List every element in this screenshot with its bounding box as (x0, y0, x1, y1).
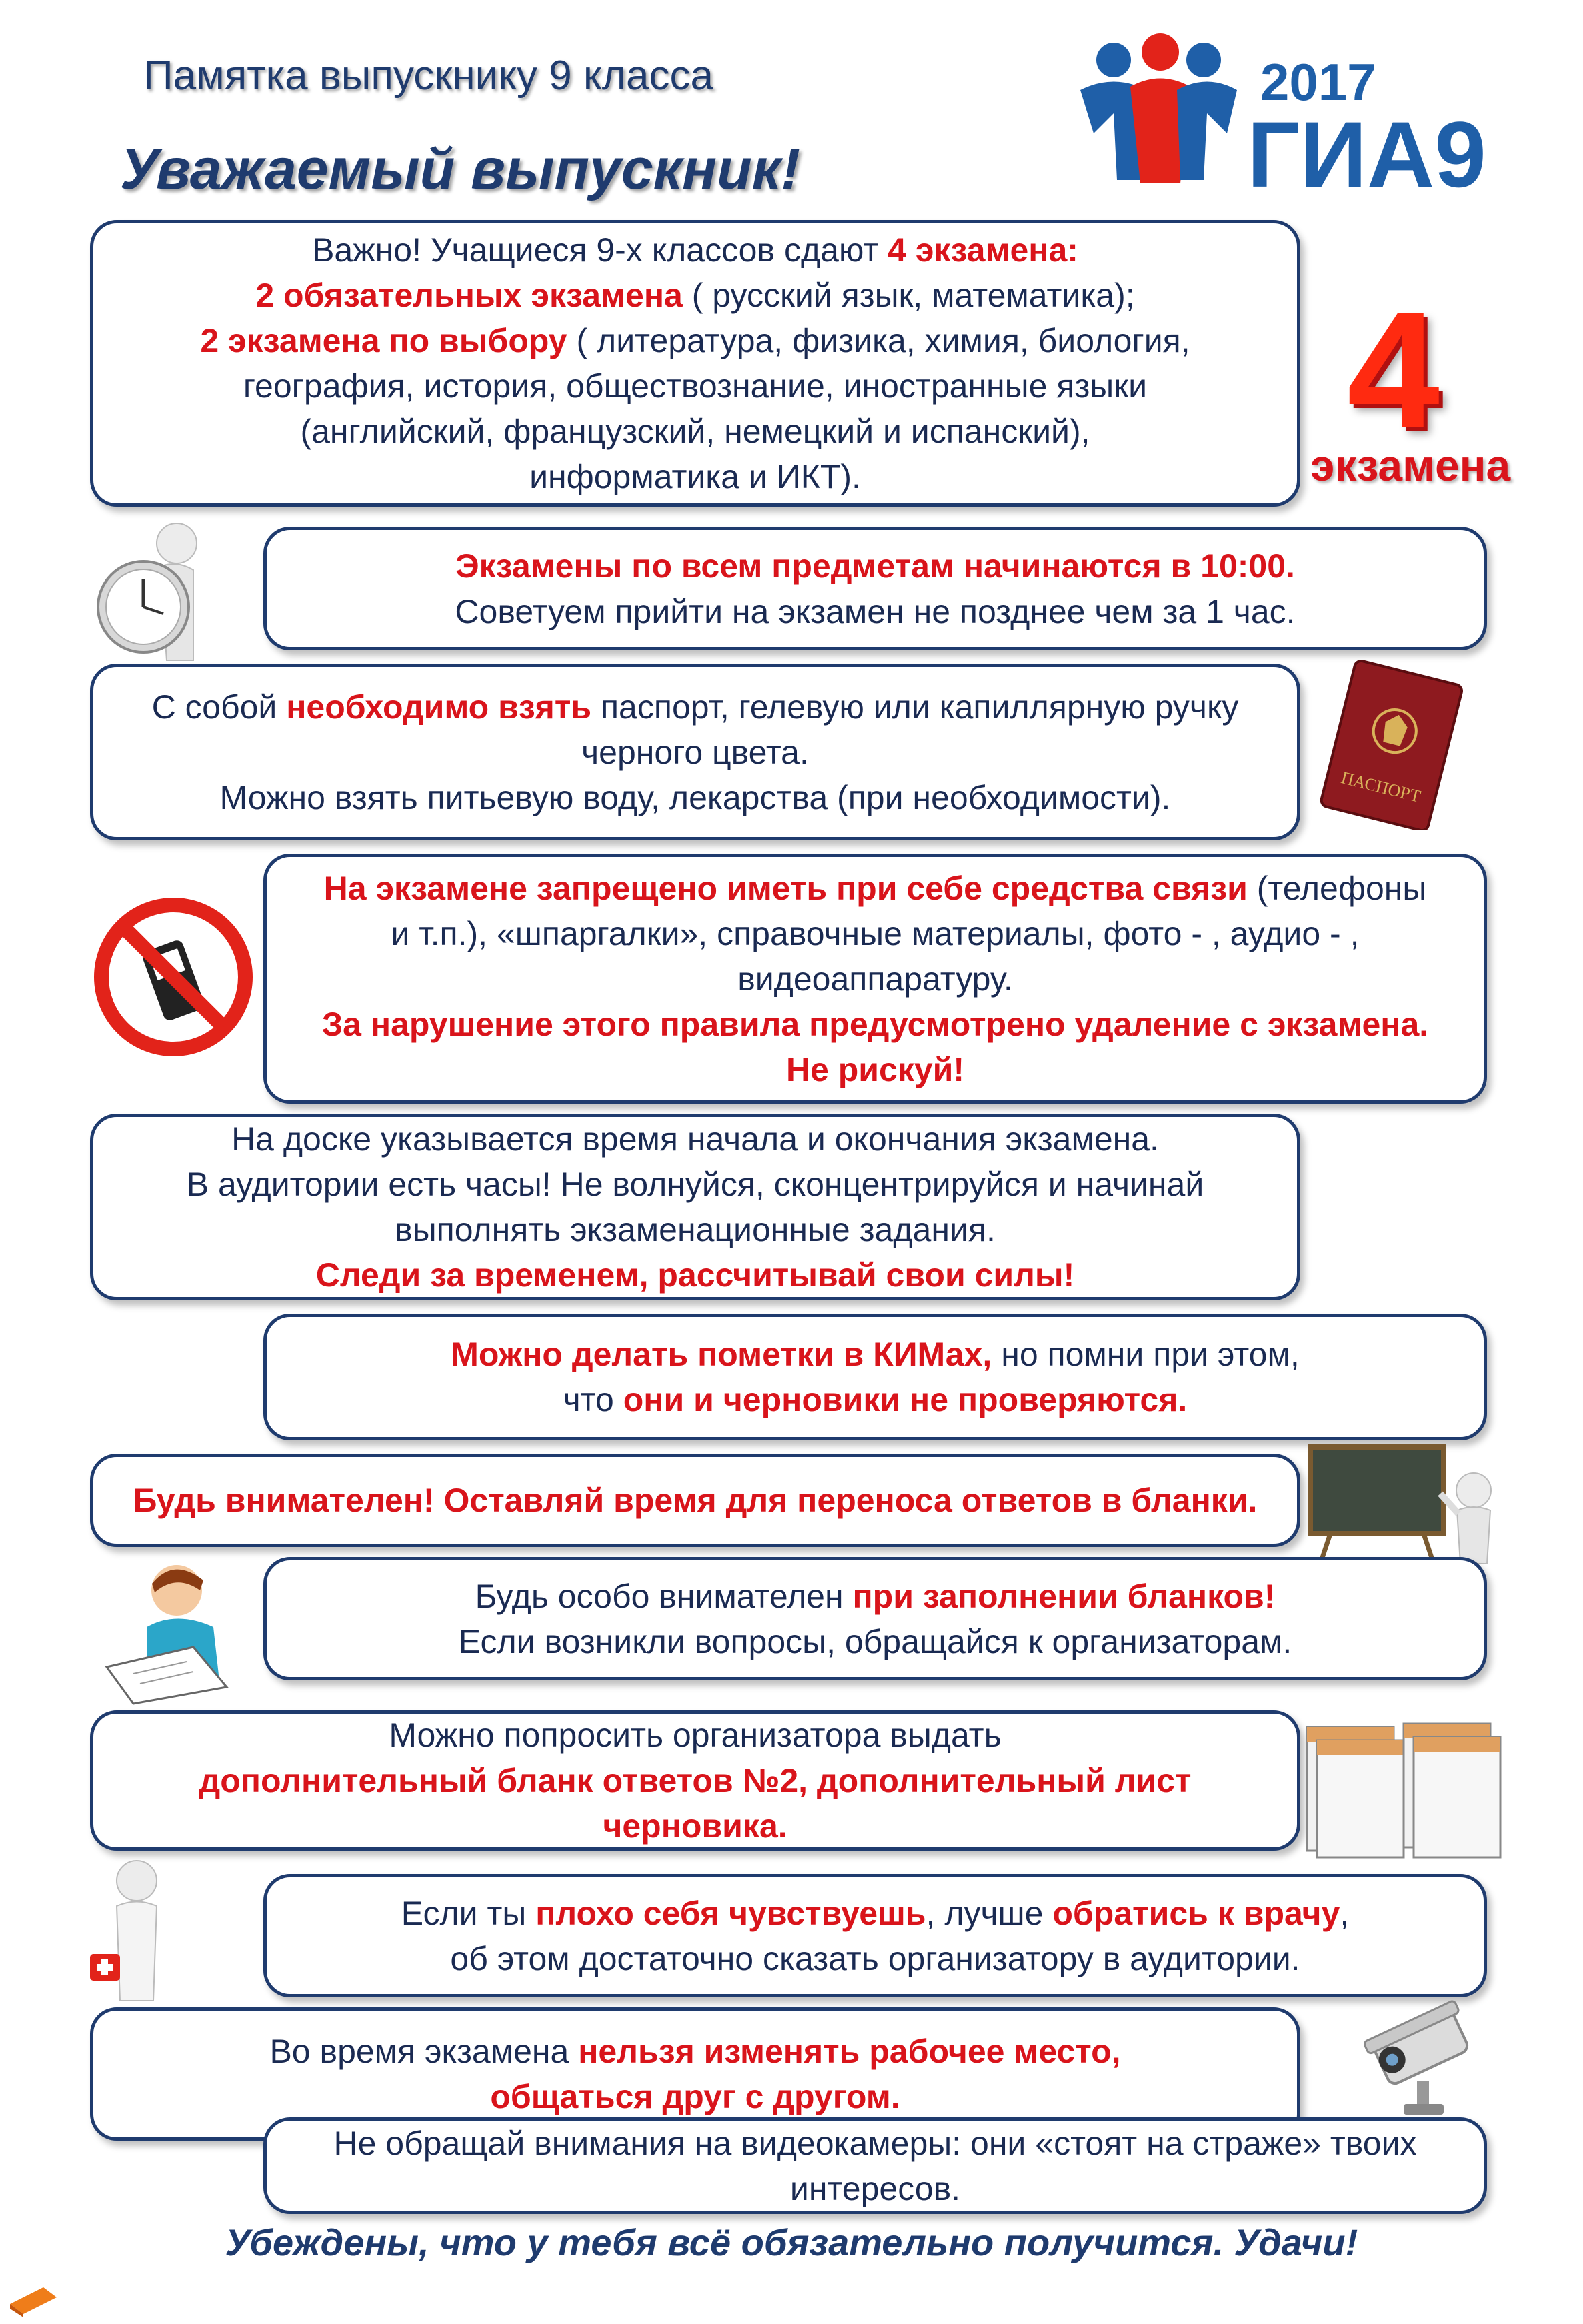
text-highlight: при заполнении бланков! (852, 1577, 1276, 1615)
gia9-logo (1067, 27, 1520, 200)
text: ( литература, физика, химия, биология, (567, 322, 1190, 359)
info-box-kim-notes (263, 1314, 1487, 1440)
doctor-icon (87, 1854, 180, 2007)
passport-icon (1307, 657, 1474, 830)
text: Если ты (401, 1894, 536, 1932)
text: но помни при этом, (992, 1336, 1300, 1373)
blackboard-teacher-icon (1304, 1440, 1504, 1567)
text: , лучше (926, 1894, 1053, 1932)
text: Важно! Учащиеся 9-х классов сдают (312, 231, 888, 269)
footer-message: Убеждены, что у тебя всё обязательно получится. Удачи! (225, 2221, 1358, 2263)
text: Будь особо внимателен (475, 1577, 853, 1615)
page-title: Памятка выпускнику 9 класса (143, 53, 713, 99)
logo-text: ГИА9 (1247, 102, 1486, 200)
text-highlight: 2 обязательных экзамена (255, 277, 683, 314)
text: ( русский язык, математика); (682, 277, 1135, 314)
text: интересов. (789, 2169, 961, 2207)
info-box-start-time (263, 527, 1487, 650)
text: информатика и ИКТ). (529, 458, 861, 495)
text: На доске указывается время начала и окончания экзамена. (231, 1120, 1159, 1158)
text: видеоаппаратуру. (737, 960, 1013, 998)
text: С собой (151, 688, 287, 726)
text-highlight: необходимо взять (286, 688, 592, 726)
text-highlight: они и черновики не проверяются. (623, 1381, 1188, 1418)
text-highlight: Не рискуй! (785, 1050, 965, 1088)
clock-person-icon (93, 520, 220, 667)
text-highlight: плохо себя чувствуешь (535, 1894, 926, 1932)
text: , (1340, 1894, 1350, 1932)
student-writing-icon (93, 1554, 240, 1707)
text: Не обращай внимания на видеокамеры: они «стоят на страже» твоих (333, 2124, 1417, 2162)
text: Советуем прийти на экзамен не позднее чем за 1 час. (455, 592, 1296, 630)
video-camera-icon (1354, 1987, 1487, 2121)
text: паспорт, гелевую или капиллярную ручку (591, 688, 1239, 726)
text: Если возникли вопросы, обращайся к организаторам. (458, 1622, 1292, 1660)
info-box-extra-forms (90, 1710, 1300, 1851)
text-highlight: нельзя изменять рабочее место, (578, 2033, 1121, 2070)
text-highlight: За нарушение этого правила предусмотрено удаление с экзамена. (321, 1005, 1429, 1043)
text-highlight: общаться друг с другом. (490, 2078, 900, 2115)
info-box-video-cameras (263, 2117, 1487, 2214)
logo-year: 2017 (1260, 53, 1376, 111)
corner-logo-icon (7, 2281, 60, 2317)
text-highlight: 4 экзамена: (888, 231, 1078, 269)
info-box-exams (90, 220, 1300, 507)
text-highlight: Будь внимателен! Оставляй время для переноса ответов в бланки. (133, 1482, 1258, 1519)
four-exams-number: 4 (1347, 277, 1440, 463)
text: Во время экзамена (269, 2033, 579, 2070)
text: черного цвета. (581, 733, 809, 771)
text: (английский, французский, немецкий и испанский), (300, 413, 1090, 450)
text-highlight: 2 экзамена по выбору (200, 322, 567, 359)
text: выполнять экзаменационные задания. (395, 1211, 996, 1248)
four-exams-word: экзамена (1310, 441, 1511, 490)
info-box-transfer-answers (90, 1454, 1300, 1547)
text-highlight: черновика. (603, 1807, 787, 1845)
text: В аудитории есть часы! Не волнуйся, сконцентрируйся и начинай (186, 1166, 1204, 1203)
no-phone-icon (93, 897, 253, 1057)
info-box-prohibited-items (263, 854, 1487, 1104)
passport-label: ПАСПОРТ (1339, 768, 1423, 806)
text-highlight: Экзамены по всем предметам начинаются в 10:00. (455, 547, 1295, 585)
answer-forms-icon (1304, 1720, 1504, 1861)
text: (телефоны (1247, 869, 1427, 907)
info-box-feeling-unwell (263, 1874, 1487, 1997)
text: Можно попросить организатора выдать (389, 1716, 1002, 1754)
greeting-heading: Уважаемый выпускник! (120, 137, 800, 201)
text-highlight: Можно делать пометки в КИМах, (451, 1336, 992, 1373)
text: география, история, обществознание, иностранные языки (243, 367, 1148, 405)
text: что (563, 1381, 623, 1418)
text-highlight: На экзамене запрещено иметь при себе средства связи (323, 869, 1248, 907)
text-highlight: Следи за временем, рассчитывай свои силы! (315, 1256, 1075, 1294)
info-box-filling-forms (263, 1557, 1487, 1680)
info-box-what-to-bring (90, 664, 1300, 840)
text-highlight: дополнительный бланк ответов №2, дополнительный лист (199, 1762, 1192, 1799)
info-box-time-management (90, 1114, 1300, 1300)
text: и т.п.), «шпаргалки», справочные материалы, фото - , аудио - , (391, 914, 1360, 952)
text-highlight: обратись к врачу (1052, 1894, 1340, 1932)
text: об этом достаточно сказать организатору в аудитории. (450, 1939, 1300, 1977)
text: Можно взять питьевую воду, лекарства (при необходимости). (219, 778, 1171, 816)
